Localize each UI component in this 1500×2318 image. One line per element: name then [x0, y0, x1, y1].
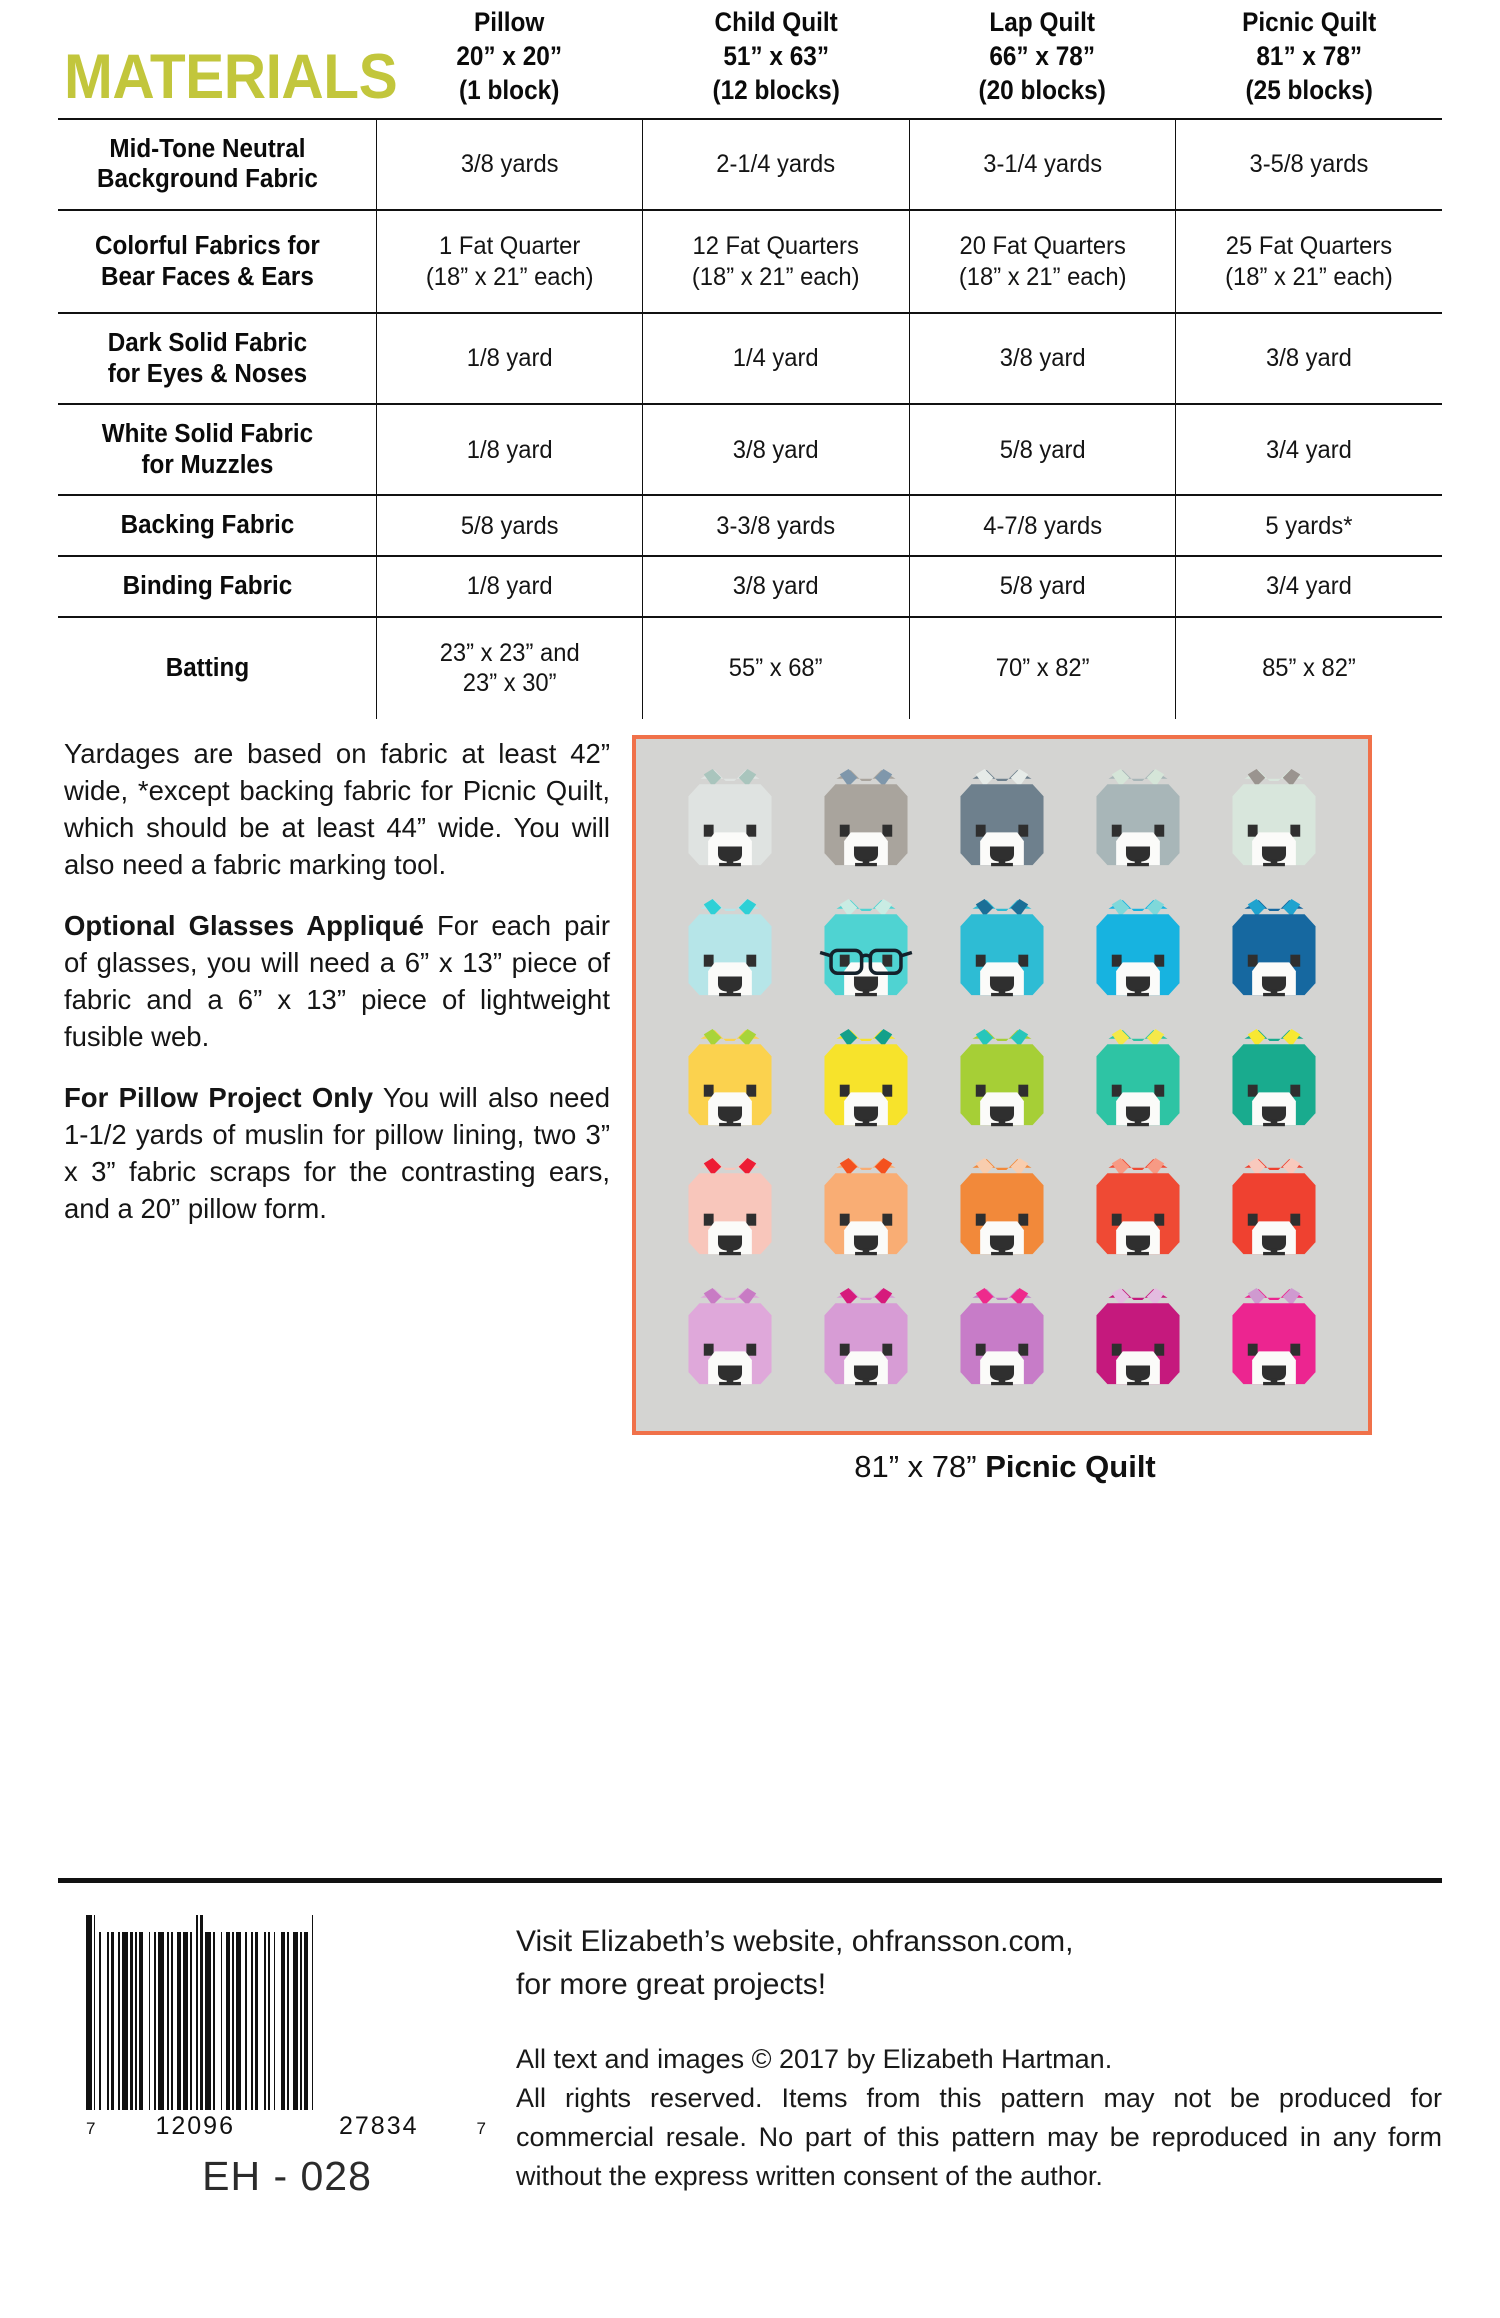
bear-block [1206, 1020, 1342, 1150]
table-cell [376, 119, 642, 210]
table-cell [909, 313, 1175, 404]
bear-face-icon [807, 1023, 925, 1146]
table-row [58, 617, 1442, 719]
table-row [58, 313, 1442, 404]
row-label [58, 313, 376, 404]
table-cell [1176, 313, 1442, 404]
cell-line: 1 Fat Quarter [439, 232, 581, 260]
quilt-photo [632, 735, 1372, 1435]
table-cell [909, 210, 1175, 313]
barcode-group-1: 12096 [155, 2112, 235, 2140]
table-cell [1176, 404, 1442, 495]
cell-line: 5/8 yard [999, 572, 1086, 601]
row-label-line: for Eyes & Noses [107, 359, 308, 388]
cell-line: 3-3/8 yards [716, 511, 836, 540]
cell-line: 3/8 yard [1266, 344, 1352, 373]
cell-line: 5/8 yards [460, 511, 559, 540]
bear-face-icon [807, 764, 925, 887]
website-line-2: for more great projects! [516, 1967, 827, 2001]
bear-face-icon [671, 1153, 789, 1276]
cell-line: 3/4 yard [1266, 435, 1352, 464]
footer-divider [58, 1878, 1442, 1883]
row-label-line: Dark Solid Fabric [107, 329, 308, 358]
row-label-line: Mid-Tone Neutral [109, 134, 306, 163]
cell-line: 23” x 23” and [439, 638, 580, 667]
lower-section [58, 735, 1442, 1485]
table-header [58, 0, 1442, 119]
cell-line: 3/8 yard [999, 344, 1086, 373]
table-cell [643, 404, 909, 495]
bear-face-icon [671, 764, 789, 887]
quilt-caption [632, 1449, 1378, 1485]
bear-block [1206, 761, 1342, 891]
note-heading: For Pillow Project Only [64, 1081, 374, 1113]
column-header-lap-quilt [909, 0, 1175, 119]
column-header-child-quilt [643, 0, 909, 119]
bear-face-icon [1215, 1023, 1333, 1146]
table-row [58, 210, 1442, 313]
rights-line: All rights reserved. Items from this pattern may not be produced for commercial resale. No part of this pattern may be reproduced in any form without the express written consent of the author. [516, 2083, 1442, 2191]
cell-line: 3/8 yard [733, 572, 819, 601]
row-label [58, 556, 376, 617]
column-size: 51” x 63” [723, 40, 829, 71]
page-title-cell [58, 0, 398, 119]
copyright-block [516, 2040, 1442, 2196]
bear-face-icon [671, 1023, 789, 1146]
column-header-pillow [376, 0, 642, 119]
table-cell [376, 313, 642, 404]
table-cell [643, 617, 909, 719]
bear-face-icon [671, 1282, 789, 1405]
bear-block [798, 761, 934, 891]
cell-line: 70” x 82” [995, 653, 1090, 682]
bear-block [1206, 890, 1342, 1020]
table-cell [909, 404, 1175, 495]
row-label [58, 210, 376, 313]
bear-block [934, 1279, 1070, 1409]
table-cell [376, 210, 642, 313]
bear-face-icon [943, 1023, 1061, 1146]
table-row [58, 119, 1442, 210]
row-label-line: for Muzzles [141, 450, 274, 479]
bear-face-icon [1215, 894, 1333, 1017]
table-cell [643, 313, 909, 404]
bear-face-icon [1079, 1023, 1197, 1146]
column-name: Child Quilt [714, 7, 838, 37]
cell-line: 5/8 yard [999, 435, 1086, 464]
bear-face-icon [1079, 1282, 1197, 1405]
table-cell [909, 495, 1175, 556]
bear-block [934, 1149, 1070, 1279]
row-label-line: Backing Fabric [120, 511, 295, 540]
cell-line: 1/8 yard [466, 435, 553, 464]
product-code: EH - 028 [202, 2153, 372, 2199]
table-cell [909, 556, 1175, 617]
table-cell [1176, 119, 1442, 210]
column-size: 81” x 78” [1255, 40, 1362, 71]
row-label [58, 404, 376, 495]
cell-line: 23” x 30” [462, 669, 557, 698]
barcode-group-2: 27834 [339, 2112, 419, 2140]
barcode-block [58, 1915, 488, 2200]
bear-block [1206, 1279, 1342, 1409]
row-label-line: Binding Fabric [122, 572, 293, 601]
cell-line: (18” x 21” each) [1225, 262, 1393, 291]
cell-line: 5 yards* [1265, 511, 1353, 540]
bear-face-icon [1079, 764, 1197, 887]
table-cell [376, 404, 642, 495]
bear-face-icon [671, 894, 789, 1017]
barcode-icon [86, 1915, 488, 2110]
footer-text [488, 1915, 1442, 2200]
notes-column [58, 735, 618, 1251]
table-cell [643, 119, 909, 210]
bear-block [1070, 1020, 1206, 1150]
column-blocks: (12 blocks) [712, 74, 840, 105]
bear-block [798, 890, 934, 1020]
column-name: Pillow [474, 7, 545, 37]
note-text: Yardages are based on fabric at least 42” wide, *except backing fabric for Picnic Quilt, which should be at least 44” wide. You will also need a fabric marking tool. [64, 737, 610, 881]
column-size: 20” x 20” [456, 40, 563, 71]
cell-line: (18” x 21” each) [958, 262, 1127, 291]
cell-line: 3/8 yard [733, 435, 819, 464]
column-name: Lap Quilt [989, 7, 1096, 37]
table-row [58, 556, 1442, 617]
cell-line: 12 Fat Quarters [692, 232, 860, 260]
barcode-digits [86, 2112, 488, 2141]
bear-face-icon [943, 764, 1061, 887]
cell-line: 4-7/8 yards [982, 511, 1102, 540]
cell-line: 1/8 yard [466, 344, 553, 373]
bear-block [1070, 890, 1206, 1020]
bear-block [662, 890, 798, 1020]
bear-face-icon [1215, 1282, 1333, 1405]
table-cell [643, 556, 909, 617]
bear-block [1070, 1149, 1206, 1279]
table-cell [909, 617, 1175, 719]
note-text: You will also need 1-1/2 yards of muslin for pillow lining, two 3” x 3” fabric scraps for the contrasting ears, and a 20” pillow form. [64, 1081, 610, 1225]
cell-line: 1/4 yard [733, 344, 819, 373]
materials-table [58, 0, 1442, 719]
row-label-line: Batting [165, 653, 250, 682]
bear-block [798, 1149, 934, 1279]
bear-face-icon [1079, 1153, 1197, 1276]
bear-face-icon [943, 1153, 1061, 1276]
table-cell [643, 210, 909, 313]
cell-line: 25 Fat Quarters [1225, 232, 1393, 260]
bear-block [798, 1279, 934, 1409]
bear-face-icon [1215, 1153, 1333, 1276]
barcode-digit-left: 7 [86, 2119, 98, 2138]
bear-block [662, 761, 798, 891]
cell-line: 3/8 yards [460, 150, 559, 179]
cell-line: (18” x 21” each) [425, 262, 594, 291]
cell-line: 2-1/4 yards [716, 150, 836, 179]
bear-block [1206, 1149, 1342, 1279]
bear-block-grid [636, 739, 1368, 1431]
cell-line: 3-5/8 yards [1249, 150, 1369, 179]
note-text: For each pair of glasses, you will need a 6” x 13” piece of fabric and a 6” x 13” piece of lightweight fusible web. [64, 909, 610, 1053]
bear-block [1070, 1279, 1206, 1409]
table-cell [1176, 617, 1442, 719]
table-cell [1176, 495, 1442, 556]
row-label [58, 617, 376, 719]
cell-line: 20 Fat Quarters [959, 232, 1126, 260]
table-row [58, 404, 1442, 495]
table-cell [909, 119, 1175, 210]
table-cell [376, 495, 642, 556]
table-body [58, 119, 1442, 719]
copyright-line: All text and images © 2017 by Elizabeth Hartman. [516, 2044, 1113, 2075]
bear-face-with-glasses-icon [807, 894, 925, 1017]
website-line-1: Visit Elizabeth’s website, ohfransson.com, [516, 1925, 1074, 1958]
bear-face-icon [807, 1153, 925, 1276]
website-note [516, 1921, 1442, 2006]
bear-face-icon [1079, 894, 1197, 1017]
column-size: 66” x 78” [989, 40, 1096, 71]
row-label-line: Background Fabric [97, 165, 318, 194]
bear-block [662, 1020, 798, 1150]
row-label-line: White Solid Fabric [101, 420, 314, 449]
table-row [58, 495, 1442, 556]
bear-face-icon [943, 1282, 1061, 1405]
cell-line: (18” x 21” each) [692, 262, 860, 291]
note-heading: Optional Glasses Appliqué [64, 909, 424, 941]
row-label [58, 495, 376, 556]
barcode-bar [313, 1915, 319, 2110]
bear-block [1070, 761, 1206, 891]
column-blocks: (20 blocks) [978, 74, 1107, 105]
note-pillow [64, 1079, 610, 1228]
cell-line: 3-1/4 yards [982, 150, 1102, 179]
column-blocks: (1 block) [459, 74, 560, 105]
bear-block [662, 1279, 798, 1409]
quilt-column [618, 735, 1378, 1485]
row-label-line: Colorful Fabrics for [95, 231, 320, 260]
row-label-line: Bear Faces & Ears [101, 262, 314, 291]
bear-block [662, 1149, 798, 1279]
bear-block [934, 1020, 1070, 1150]
bear-face-icon [943, 894, 1061, 1017]
page-title: MATERIALS [64, 41, 398, 112]
note-glasses [64, 907, 610, 1056]
cell-line: 55” x 68” [729, 653, 823, 682]
column-blocks: (25 blocks) [1245, 74, 1373, 105]
table-cell [1176, 556, 1442, 617]
column-header-picnic-quilt [1176, 0, 1442, 119]
bear-face-icon [807, 1282, 925, 1405]
table-cell [643, 495, 909, 556]
bear-block [934, 761, 1070, 891]
table-cell [376, 556, 642, 617]
barcode-digit-right: 7 [476, 2119, 488, 2138]
note-yardages [64, 735, 610, 884]
cell-line: 1/8 yard [466, 572, 553, 601]
quilt-caption-name: Picnic Quilt [985, 1448, 1156, 1484]
cell-line: 3/4 yard [1266, 572, 1352, 601]
row-label [58, 119, 376, 210]
table-cell [376, 617, 642, 719]
bear-block [934, 890, 1070, 1020]
column-name: Picnic Quilt [1241, 7, 1376, 37]
bear-block [798, 1020, 934, 1150]
quilt-caption-size: 81” x 78” [854, 1448, 977, 1484]
footer [58, 1915, 1442, 2200]
table-cell [1176, 210, 1442, 313]
cell-line: 85” x 82” [1262, 653, 1356, 682]
bear-face-icon [1215, 764, 1333, 887]
